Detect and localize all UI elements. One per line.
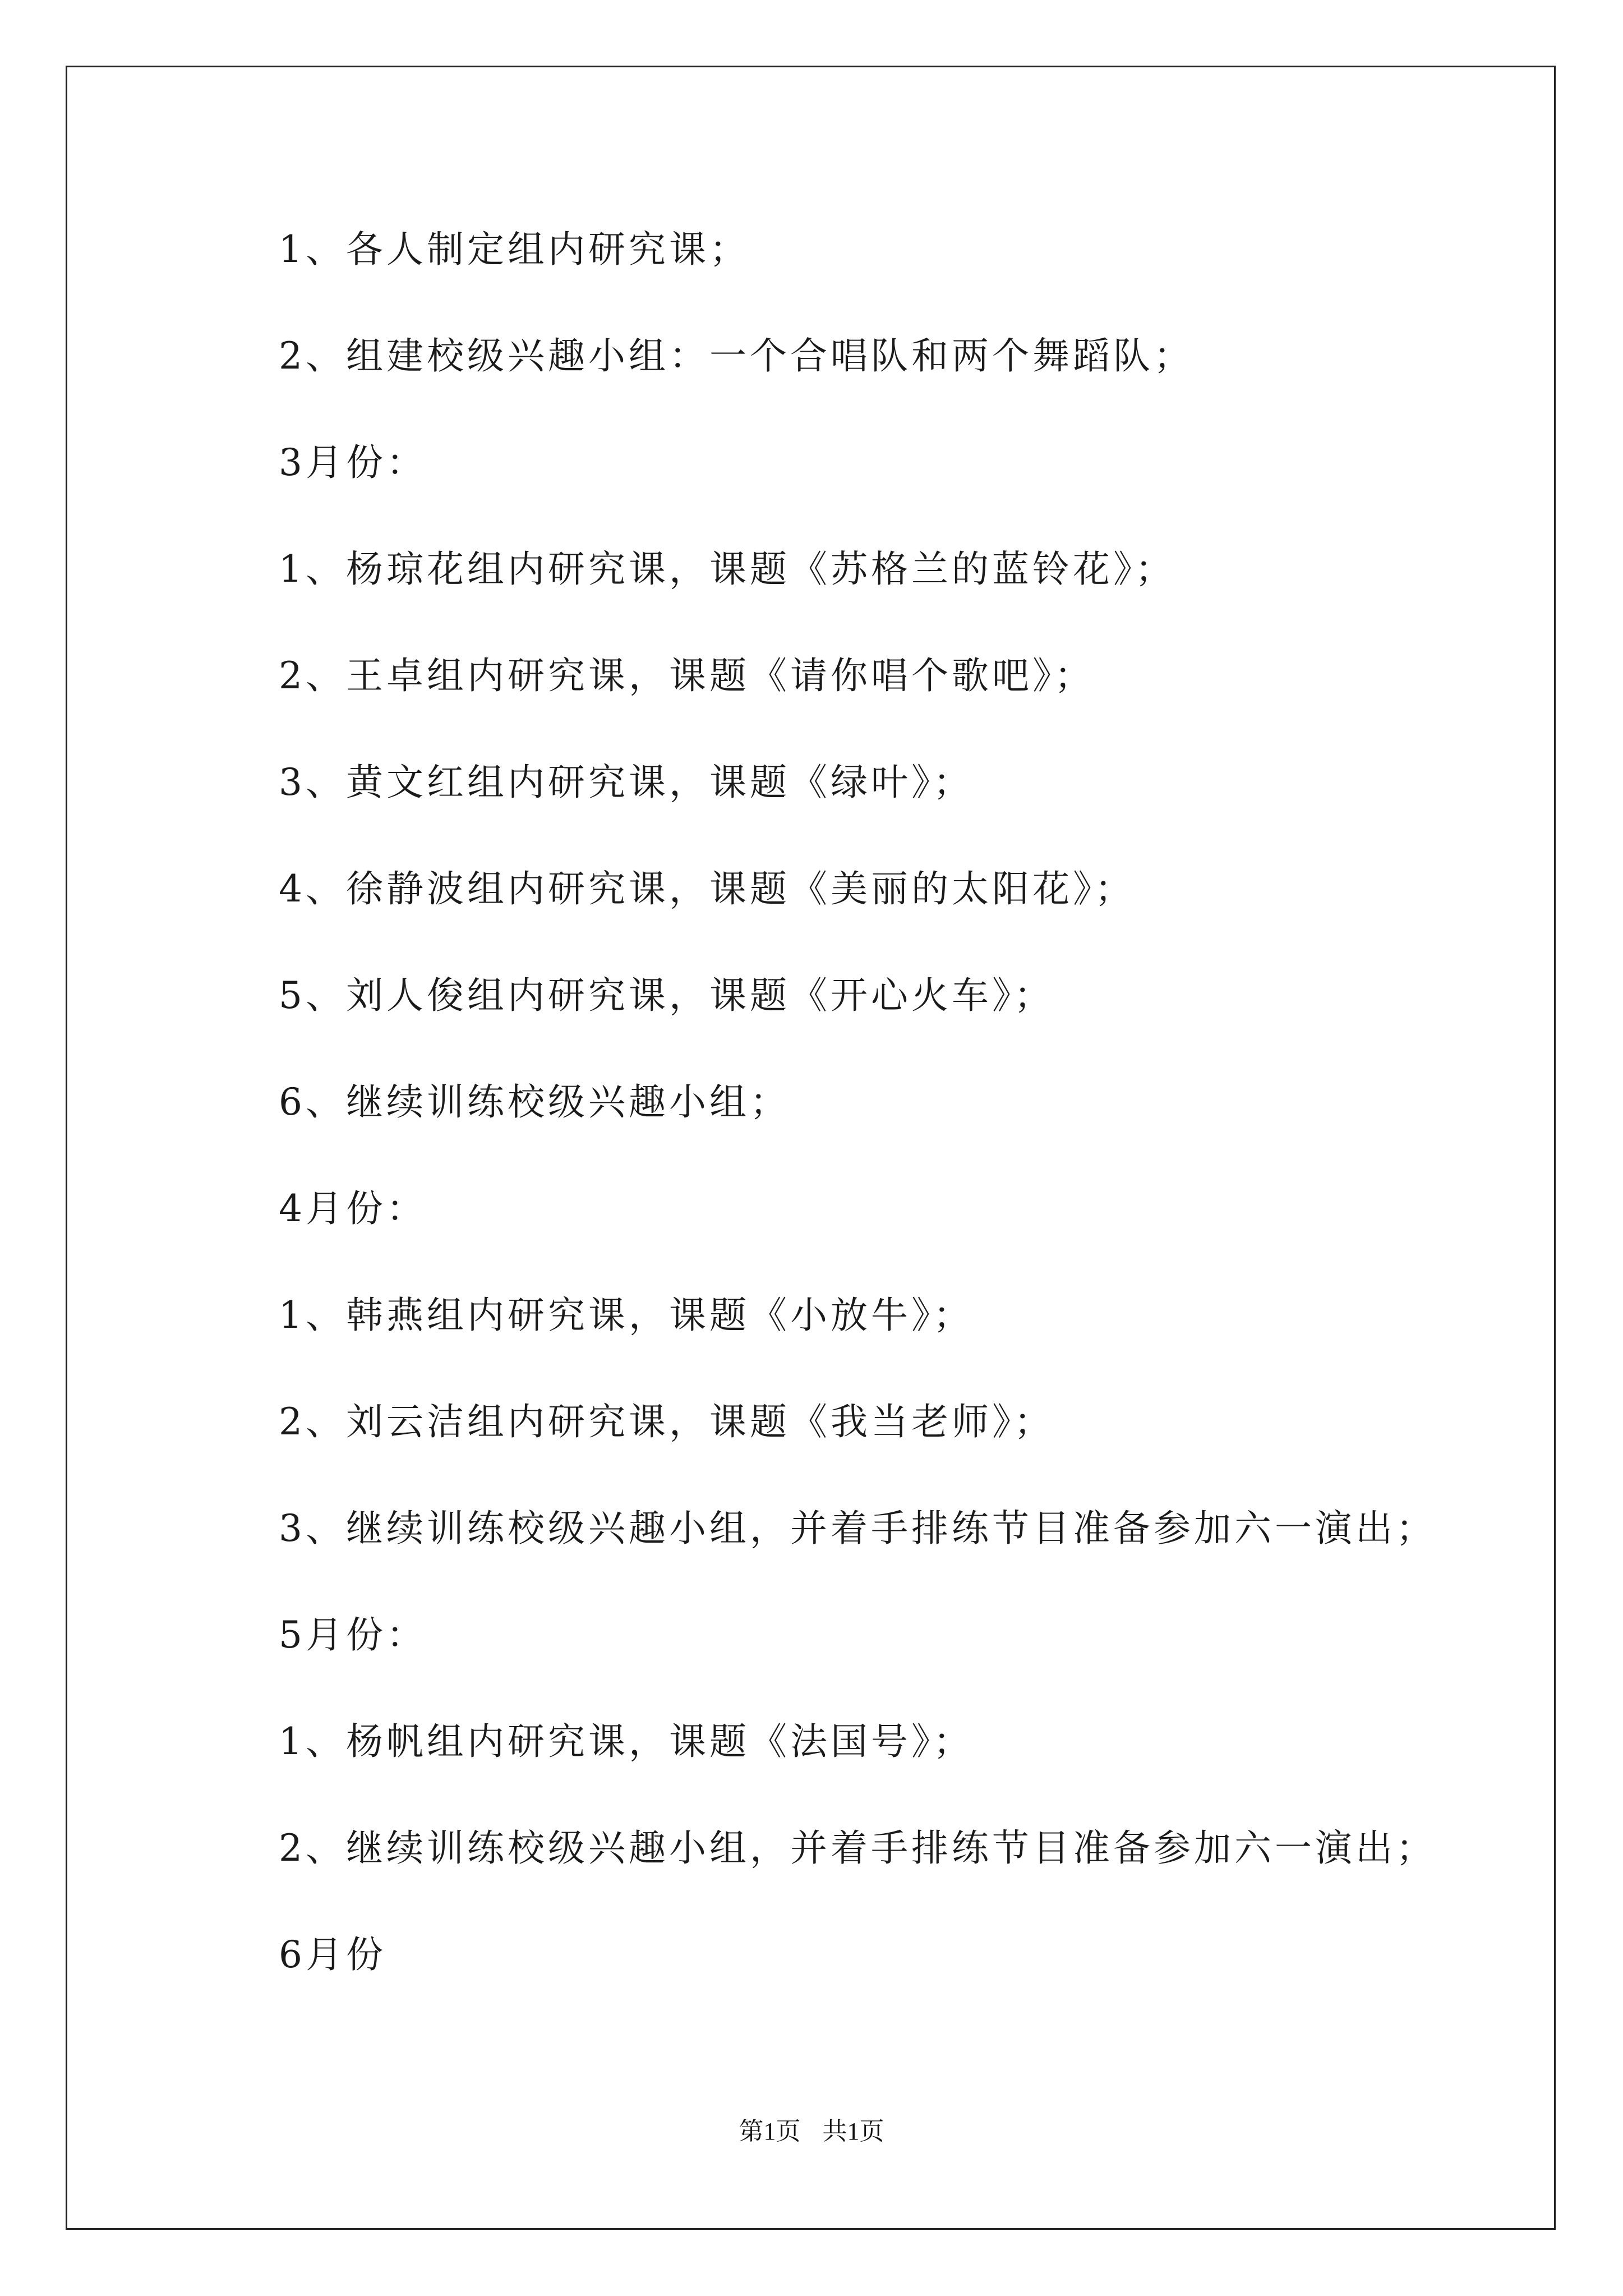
section-heading: 3月份： bbox=[279, 441, 427, 484]
text-line: 1、韩燕组内研究课，课题《小放牛》； bbox=[279, 1294, 974, 1337]
text-line: 3、继续训练校级兴趣小组，并着手排练节目准备参加六一演出； bbox=[279, 1507, 1436, 1550]
text-line: 2、组建校级兴趣小组：一个合唱队和两个舞蹈队； bbox=[279, 334, 1194, 378]
text-line: 2、继续训练校级兴趣小组，并着手排练节目准备参加六一演出； bbox=[279, 1826, 1436, 1870]
text-line: 6、继续训练校级兴趣小组； bbox=[279, 1080, 790, 1124]
page-number: 第1页 bbox=[739, 2118, 801, 2145]
document-body bbox=[279, 224, 1529, 2036]
text-line: 2、王卓组内研究课，课题《请你唱个歌吧》； bbox=[279, 654, 1095, 697]
text-line: 1、各人制定组内研究课； bbox=[279, 228, 750, 271]
section-heading: 5月份： bbox=[279, 1613, 427, 1657]
page-total: 共1页 bbox=[822, 2118, 884, 2145]
text-line: 2、刘云洁组内研究课，课题《我当老师》； bbox=[279, 1400, 1054, 1443]
text-line: 1、杨琼花组内研究课，课题《苏格兰的蓝铃花》； bbox=[279, 547, 1175, 591]
section-heading: 4月份： bbox=[279, 1187, 427, 1230]
text-line: 3、黄文红组内研究课，课题《绿叶》； bbox=[279, 761, 974, 804]
section-heading: 6月份 bbox=[279, 1933, 386, 1976]
text-line: 5、刘人俊组内研究课，课题《开心火车》； bbox=[279, 974, 1054, 1017]
page-footer bbox=[0, 2115, 1623, 2148]
text-line: 4、徐静波组内研究课，课题《美丽的太阳花》； bbox=[279, 867, 1135, 910]
text-line: 1、杨帆组内研究课，课题《法国号》； bbox=[279, 1720, 974, 1763]
